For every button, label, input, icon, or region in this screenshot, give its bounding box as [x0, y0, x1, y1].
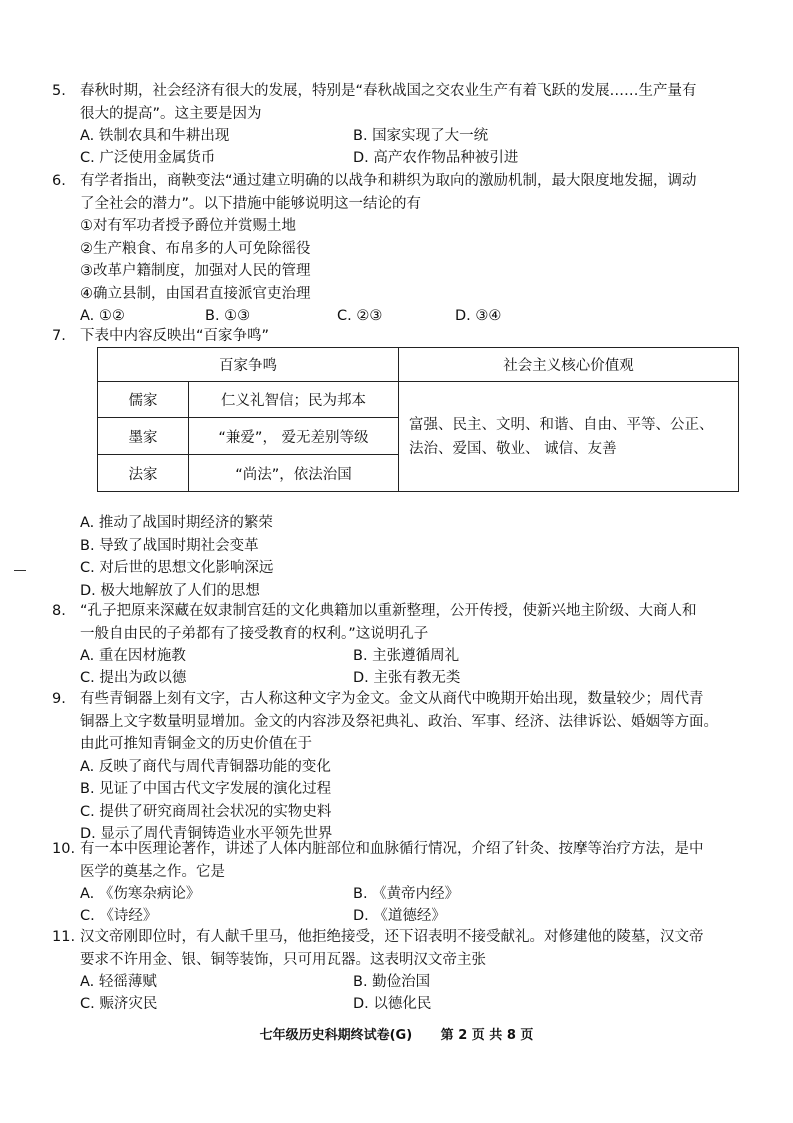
stem-line: 要求不许用金、银、铜等装饰，只可用瓦器。这表明汉文帝主张 [80, 951, 486, 968]
table-header-left: 百家争鸣 [98, 348, 399, 382]
question-number: 10. [52, 841, 76, 857]
question-8 [52, 600, 752, 689]
question-stem [80, 325, 752, 348]
school-cell: 墨家 [98, 418, 189, 455]
question-number: 7. [52, 328, 66, 344]
stem-line: 铜器上文字数量明显增加。金文的内容涉及祭祀典礼、政治、军事、经济、法律诉讼、婚姻等方面。 [80, 713, 718, 730]
question-number: 11. [52, 929, 76, 945]
idea-cell: “兼爱”， 爱无差别等级 [189, 418, 399, 455]
option-c[interactable]: C. 对后世的思想文化影响深远 [80, 560, 274, 576]
option-c[interactable]: C. 提供了研究商周社会状况的实物史料 [80, 803, 332, 820]
question-5 [52, 80, 752, 169]
option-b[interactable]: B. 见证了中国古代文字发展的演化过程 [80, 781, 332, 797]
option-a[interactable]: A. 《伤寒杂病论》 [80, 886, 201, 902]
option-d[interactable]: D. 极大地解放了人们的思想 [80, 582, 260, 599]
option-c[interactable]: C. ②③ [337, 308, 383, 324]
school-cell: 法家 [98, 455, 189, 492]
option-a[interactable]: A. 反映了商代与周代青铜器功能的变化 [80, 758, 331, 775]
stem-line: 汉文帝刚即位时，有人献千里马，他拒绝接受，还下诏表明不接受献礼。对修建他的陵墓，汉文帝 [80, 929, 704, 945]
statement-item: ①对有军功者授予爵位并赏赐土地 [80, 218, 296, 234]
values-line: 法治、爱国、敬业、 诚信、友善 [409, 440, 617, 457]
options [80, 305, 752, 327]
option-d[interactable]: D. 主张有教无类 [353, 670, 461, 686]
option-a[interactable]: A. ①② [80, 308, 125, 324]
option-c[interactable]: C. 赈济灾民 [80, 996, 158, 1012]
question-stem [80, 838, 752, 883]
question-9 [52, 688, 752, 846]
question-number: 8. [52, 603, 66, 619]
stem-line: 有学者指出，商鞅变法“通过建立明确的以战争和耕织为取向的激励机制，最大限度地发掘，调动 [80, 173, 697, 189]
option-b[interactable]: B. 国家实现了大一统 [353, 128, 489, 144]
stem-line: 有些青铜器上刻有文字，古人称这种文字为金文。金文从商代中晚期开始出现，数量较少；周代青 [80, 691, 704, 707]
scan-mark [14, 570, 26, 571]
statement-item: ②生产粮食、布帛多的人可免除徭役 [80, 240, 311, 257]
option-d[interactable]: D. 高产农作物品种被引进 [353, 150, 519, 166]
exam-title: 七年级历史科期终试卷(G) [259, 1028, 413, 1043]
values-line: 富强、民主、文明、和谐、自由、平等、公正、 [409, 416, 714, 433]
option-b[interactable]: B. 主张遵循周礼 [353, 648, 460, 664]
option-d[interactable]: D. 《道德经》 [353, 908, 446, 924]
stem-line: 了全社会的潜力”。以下措施中能够说明这一结论的有 [80, 195, 422, 212]
page-footer [0, 1024, 793, 1043]
stem-line: 很大的提高”。这主要是因为 [80, 105, 262, 122]
page-number: 第 2 页 共 8 页 [440, 1028, 534, 1043]
question-number: 9. [52, 691, 66, 707]
question-stem [80, 926, 752, 971]
stem-line: 一般自由民的子弟都有了接受教育的权利。”这说明孔子 [80, 625, 429, 642]
stem-line: 有一本中医理论著作，讲述了人体内脏部位和血脉循行情况，介绍了针灸、按摩等治疗方法，是中 [80, 841, 704, 857]
stem-line: “孔子把原来深藏在奴隶制宫廷的文化典籍加以重新整理，公开传授，使新兴地主阶级、大商人和 [80, 603, 697, 619]
question-10 [52, 838, 752, 927]
option-a[interactable]: A. 推动了战国时期经济的繁荣 [80, 515, 273, 531]
option-a[interactable]: A. 轻徭薄赋 [80, 974, 157, 990]
question-7 [52, 325, 752, 348]
stem-line: 医学的奠基之作。它是 [80, 863, 225, 880]
stem-line: 下表中内容反映出“百家争鸣” [80, 328, 270, 344]
core-values-cell [399, 382, 739, 492]
options [80, 125, 752, 169]
question-stem [80, 600, 752, 645]
stem-line: 由此可推知青铜金文的历史价值在于 [80, 736, 312, 752]
option-d[interactable]: D. 以德化民 [353, 996, 432, 1012]
option-b[interactable]: B. 勤俭治国 [353, 974, 431, 990]
option-d[interactable]: D. 显示了周代青铜铸造业水平领先世界 [80, 826, 333, 842]
comparison-table [97, 347, 739, 492]
options [80, 645, 752, 689]
question-number: 6. [52, 173, 66, 189]
question-stem [80, 170, 752, 305]
question-stem [80, 688, 752, 846]
question-number: 5. [52, 83, 66, 99]
table-header-right: 社会主义核心价值观 [399, 348, 739, 382]
option-b[interactable]: B. 导致了战国时期社会变革 [80, 537, 259, 554]
idea-cell: “尚法”，依法治国 [189, 455, 399, 492]
option-c[interactable]: C. 广泛使用金属货币 [80, 150, 216, 166]
statement-item: ③改革户籍制度，加强对人民的管理 [80, 263, 311, 279]
options [80, 883, 752, 927]
idea-cell: 仁义礼智信；民为邦本 [189, 382, 399, 418]
option-b[interactable]: B. 《黄帝内经》 [353, 886, 460, 902]
statement-item: ④确立县制，由国君直接派官吏治理 [80, 285, 311, 302]
option-a[interactable]: A. 重在因材施教 [80, 648, 186, 664]
option-a[interactable]: A. 铁制农具和牛耕出现 [80, 128, 230, 144]
options [80, 512, 752, 602]
option-b[interactable]: B. ①③ [205, 308, 251, 324]
question-6 [52, 170, 752, 327]
question-stem [80, 80, 752, 125]
option-d[interactable]: D. ③④ [455, 308, 502, 324]
stem-line: 春秋时期，社会经济有很大的发展，特别是“春秋战国之交农业生产有着飞跃的发展……生产量有 [80, 83, 697, 99]
question-11 [52, 926, 752, 1015]
school-cell: 儒家 [98, 382, 189, 418]
option-c[interactable]: C. 提出为政以德 [80, 670, 187, 686]
option-c[interactable]: C. 《诗经》 [80, 908, 158, 924]
question-7-options [52, 512, 752, 602]
options [80, 971, 752, 1015]
